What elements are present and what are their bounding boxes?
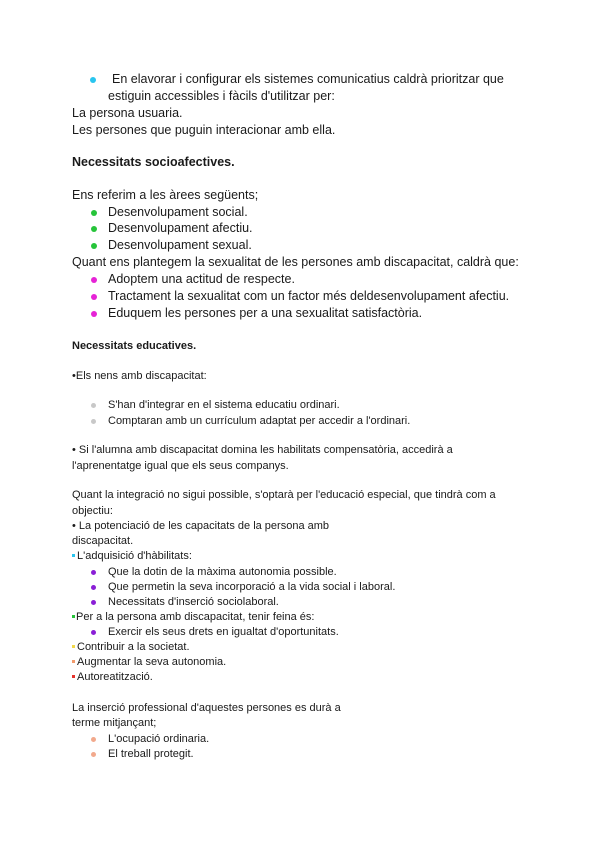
edu-insertion-item: El treball protegit. bbox=[108, 748, 194, 760]
socio-area-item: Desenvolupament social. bbox=[108, 205, 248, 219]
bullet-dot-green bbox=[91, 226, 97, 232]
edu-para2-line-2: objectiu: bbox=[72, 505, 113, 517]
intro-line-people: Les persones que puguin interacionar amb ella. bbox=[72, 123, 336, 137]
socio-heading: Necessitats socioafectives. bbox=[72, 155, 235, 169]
intro-line-user: La persona usuaria. bbox=[72, 106, 183, 120]
bullet-dot-salmon bbox=[91, 752, 96, 757]
edu-para1-line-2: l'aprenentatge igual que els seus companys. bbox=[72, 460, 289, 472]
bullet-dot-cyan bbox=[90, 77, 96, 83]
edu-skills-item: Necessitats d'inserció sociolaboral. bbox=[108, 596, 279, 608]
edu-para2-line-1: Quant la integració no sigui possible, s'optarà per l'educació especial, que tindrà com a bbox=[72, 489, 496, 501]
edu-skills-label: L'adquisició d'hàbilitats: bbox=[77, 550, 192, 562]
edu-insertion-line-1: La inserció professional d'aquestes persones es durà a bbox=[72, 702, 341, 714]
bullet-square-cyan bbox=[72, 554, 75, 557]
edu-insertion-item: L'ocupació ordinaria. bbox=[108, 733, 210, 745]
socio-intro: Ens referim a les àrees següents; bbox=[72, 188, 259, 202]
bullet-dot-green bbox=[91, 210, 97, 216]
socio-sexuality-item: Adoptem una actitud de respecte. bbox=[108, 272, 295, 286]
bullet-dot-purple bbox=[91, 570, 96, 575]
edu-job-label: Per a la persona amb discapacitat, tenir feina és: bbox=[76, 611, 315, 623]
bullet-square-orange bbox=[72, 660, 75, 663]
edu-insertion-line-2: terme mitjançant; bbox=[72, 717, 157, 729]
edu-potential-line-2: discapacitat. bbox=[72, 535, 134, 547]
edu-children-intro: •Els nens amb discapacitat: bbox=[72, 370, 207, 382]
edu-skills-item: Que permetin la seva incorporació a la vida social i laboral. bbox=[108, 581, 396, 593]
edu-job-item: Exercir els seus drets en igualtat d'oportunitats. bbox=[108, 626, 339, 638]
socio-sexuality-item: Tractament la sexualitat com un factor més deldesenvolupament afectiu. bbox=[108, 289, 510, 303]
edu-para1-line-1: • Si l'alumna amb discapacitat domina les habilitats compensatòria, accedirà a bbox=[72, 444, 453, 456]
intro-bullet-line-1: En elavorar i configurar els sistemes comunicatius caldrà prioritzar que bbox=[112, 72, 504, 86]
intro-bullet-line-2: estiguin accessibles i fàcils d'utilitzar per: bbox=[108, 89, 335, 103]
socio-area-item: Desenvolupament sexual. bbox=[108, 238, 252, 252]
socio-area-item: Desenvolupament afectiu. bbox=[108, 221, 253, 235]
bullet-dot-purple bbox=[91, 600, 96, 605]
bullet-square-yellow bbox=[72, 645, 75, 648]
edu-autonomy: Augmentar la seva autonomia. bbox=[77, 656, 227, 668]
bullet-dot-purple bbox=[91, 585, 96, 590]
bullet-dot-magenta bbox=[91, 277, 97, 283]
bullet-square-green bbox=[72, 615, 75, 618]
edu-children-item: S'han d'integrar en el sistema educatiu ordinari. bbox=[108, 399, 340, 411]
bullet-dot-salmon bbox=[91, 737, 96, 742]
bullet-dot-magenta bbox=[91, 311, 97, 317]
socio-sexuality-item: Eduquem les persones per a una sexualitat satisfactòria. bbox=[108, 306, 423, 320]
bullet-square-red bbox=[72, 675, 75, 678]
edu-heading: Necessitats educatives. bbox=[72, 340, 197, 352]
bullet-dot-gray bbox=[91, 403, 96, 408]
edu-potential-line-1: • La potenciació de les capacitats de la persona amb bbox=[72, 520, 330, 532]
edu-self-esteem: Autoreatització. bbox=[77, 671, 153, 683]
bullet-dot-magenta bbox=[91, 294, 97, 300]
socio-sexuality-intro: Quant ens plantegem la sexualitat de les persones amb discapacitat, caldrà que: bbox=[72, 255, 519, 269]
edu-skills-item: Que la dotin de la màxima autonomia possible. bbox=[108, 566, 337, 578]
edu-children-item: Comptaran amb un currículum adaptat per accedir a l'ordinari. bbox=[108, 415, 411, 427]
edu-contribute: Contribuir a la societat. bbox=[77, 641, 190, 653]
bullet-dot-gray bbox=[91, 419, 96, 424]
bullet-dot-green bbox=[91, 243, 97, 249]
bullet-dot-purple bbox=[91, 630, 96, 635]
